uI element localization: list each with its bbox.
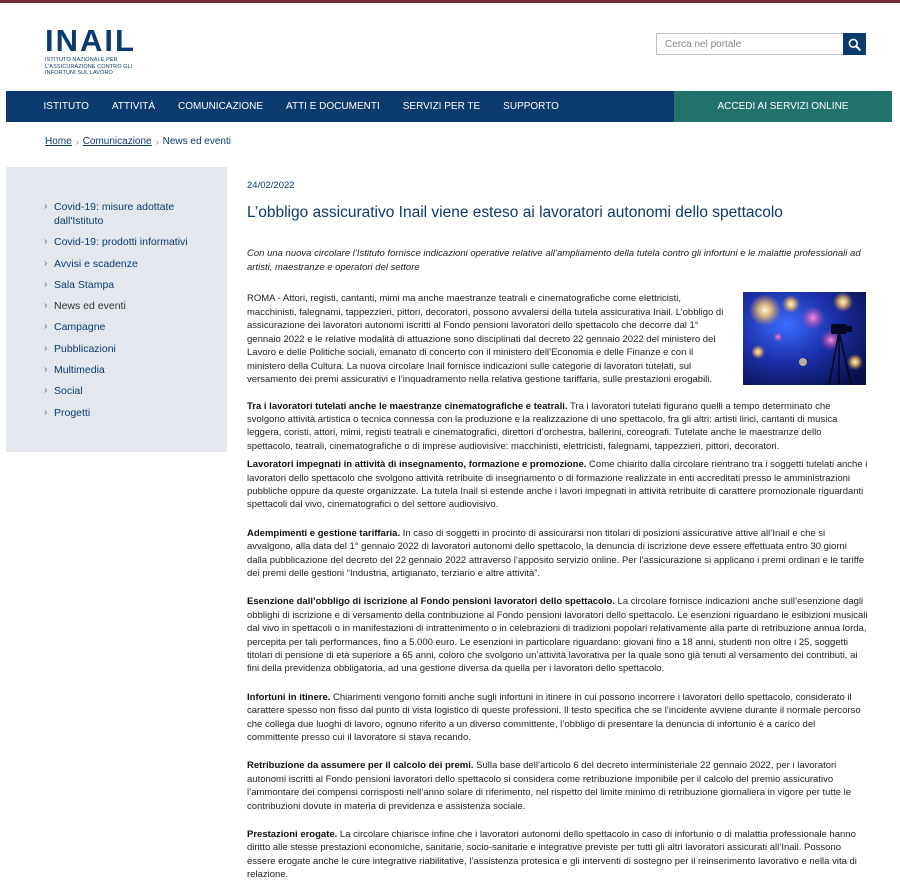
article-paragraph	[247, 400, 869, 454]
search-icon	[848, 38, 861, 51]
chevron-right-icon: ›	[75, 136, 79, 147]
paragraph-heading: Prestazioni erogate.	[247, 829, 338, 841]
sidebar-item-covid-misure[interactable]: › Covid-19: misure adottate dall'Istituto	[44, 201, 175, 227]
paragraph-text: Come chiarito dalla circolare rientrano tra i soggetti tutelati anche i lavoratori dello spettacolo che svolgono attività retribuite di insegnamento o di formazione realizzate in enti accreditati presso le amministrazioni pubbliche oppure da queste organizzate. La tutela Inail si estende anche i lavori impegnati in attività retribuite di carattere promozionale riguardanti spettacoli dal vivo, cinematografici o del settore audiovisivo.	[247, 459, 868, 511]
chevron-right-icon: ›	[44, 321, 48, 333]
chevron-right-icon: ›	[44, 385, 48, 397]
nav-item-comunicazione[interactable]: COMUNICAZIONE	[178, 101, 264, 112]
paragraph-text: In caso di soggetti in procinto di assicurarsi non titolari di posizioni assicurative attive all’Inail e che si avvalgono, alla data del 1° gennaio 2022 di lavoratori autonomi dello spettacolo, la denuncia di iscrizione deve essere effettuata entro 30 giorni dalla pubblicazione del decreto del 22 gennaio 2022 attraverso l’apposito servizio online. Per l’assicurazione si applicano i premi ordinari e le tariffe dei premi delle gestioni “Industria, artigianato, terziario e altre attività”.	[247, 527, 865, 579]
paragraph-text: La circolare fornisce indicazioni anche sull’esenzione dagli obblighi di iscrizione e di versamento della contribuzione al Fondo pensioni lavoratori dello spettacolo. Le esenzioni riguardano le esibizioni musicali dal vivo in spettacoli o in manifestazioni di intrattenimento o in celebrazioni di tradizioni popolari relativamente alla parte di retribuzione annua lorda, percepita per tali performances, fino a 5.000 euro. Le esenzioni in particolare riguardano: giovani fino a 18 anni, studenti non oltre i 25, soggetti titolari di pensione di età superiore a 65 anni, coloro che svolgono un’attività lavorativa per la quale sono già tenuti al versamento dei contributi, ai fini della previdenza obbligatoria, ad una gestione diversa da quella per i lavoratori dello spettacolo.	[247, 596, 868, 675]
nav-item-servizi-per-te[interactable]: SERVIZI PER TE	[402, 101, 481, 112]
paragraph-text: Chiarimenti vengono forniti anche sugli infortuni in itinere in cui possono incorrere i lavoratori dello spettacolo, considerato il carattere spesso non fisso dal punto di vista logistico di queste professioni. Il testo specifica che se l’incidente avviene durante il normale percorso che collega due luoghi di lavoro, ognuno riferito a un diverso committente, l’obbligo di presentare la denuncia di infortunio è a carico del committente presso cui il lavoratore si stava recando.	[247, 691, 861, 744]
sidebar-item-social[interactable]: › Social	[44, 385, 83, 398]
paragraph-text: Tra i lavoratori tutelati figurano quelli a tempo determinato che svolgono attività artistica o tecnica connessa con la produzione e la realizzazione di uno spettacolo, fra gli altri: artisti lirici, cantanti di musica leggera, coristi, attori, mimi, registi teatrali e cinematografici, direttori d’orchestra, ballerini, coreografi. Tutelate anche le maestranze dello spettacolo, teatrali, cinematografiche o di imprese audiovisive: macchinisti, elettricisti, falegnami, tappezzieri, pittori, decoratori.	[247, 400, 838, 452]
chevron-right-icon: ›	[155, 136, 159, 147]
sidebar	[6, 167, 227, 452]
sidebar-item-campagne[interactable]: › Campagne	[44, 321, 106, 334]
breadcrumb-current: News ed eventi	[162, 136, 231, 147]
article-date: 24/02/2022	[247, 180, 295, 191]
article-title: L’obbligo assicurativo Inail viene esteso ai lavoratori autonomi dello spettacolo	[247, 204, 783, 221]
sidebar-item-news-eventi[interactable]: › News ed eventi	[44, 300, 126, 313]
paragraph-heading: Lavoratori impegnati in attività di insegnamento, formazione e promozione.	[247, 459, 587, 471]
sidebar-item-multimedia[interactable]: › Multimedia	[44, 364, 105, 377]
chevron-right-icon: ›	[44, 406, 48, 418]
paragraph-heading: Esenzione dall’obbligo di iscrizione al Fondo pensioni lavoratori dello spettacolo.	[247, 596, 615, 608]
article-paragraph	[247, 458, 869, 512]
article-paragraph	[247, 691, 869, 745]
chevron-right-icon: ›	[44, 278, 48, 290]
chevron-right-icon: ›	[44, 257, 48, 269]
breadcrumb-home-link[interactable]: Home	[45, 136, 72, 147]
sidebar-item-avvisi[interactable]: › Avvisi e scadenze	[44, 257, 138, 270]
chevron-right-icon: ›	[44, 236, 48, 248]
intro-paragraph	[247, 292, 725, 387]
main-navigation	[6, 91, 892, 122]
paragraph-text: Sulla base dell’articolo 6 del decreto interministeriale 22 gennaio 2022, per i lavoratori autonomi iscritti al Fondo pensioni lavoratori dello spettacolo si considera come retribuzione imponibile per il calcolo del premio assicurativo l’ammontare dei compensi corrisposti nell’anno solare di riferimento, nel rispetto del limite minimo di retribuzione giornaliera in vigore per tutte le contribuzioni dovute in materia di previdenza e assistenza sociale.	[247, 760, 852, 812]
sidebar-menu	[6, 167, 227, 420]
nav-item-supporto[interactable]: SUPPORTO	[503, 101, 559, 112]
nav-item-istituto[interactable]: ISTITUTO	[43, 101, 89, 112]
article-paragraph	[247, 828, 869, 882]
logo-wordmark: INAIL	[45, 23, 136, 58]
search-box	[656, 33, 866, 55]
search-input[interactable]	[656, 33, 843, 55]
sidebar-item-progetti[interactable]: › Progetti	[44, 406, 91, 419]
search-button[interactable]	[843, 33, 866, 55]
top-accent-line	[0, 0, 900, 3]
article-lead: Con una nuova circolare l’Istituto fornisce indicazioni operative relative all’ampliamento della tutela contro gli infortuni e le malattie professionali ad artisti, maestranze e operatori del settore	[247, 248, 861, 273]
article-paragraph	[247, 759, 869, 813]
sidebar-item-covid-prodotti[interactable]: › Covid-19: prodotti informativi	[44, 236, 188, 249]
sidebar-item-pubblicazioni[interactable]: › Pubblicazioni	[44, 342, 116, 355]
intro-text: Attori, registi, cantanti, mimi ma anche maestranze teatrali e cinematografiche come elettricisti, macchinisti, falegnami, tappezzieri, pittori, decoratori, possono avvalersi della tutela assicurativa Inail. L’obbligo di assicurazione dei lavoratori autonomi iscritti al Fondo pensioni lavoratori dello spettacolo che decorre dal 1° gennaio 2022 e le relative modalità di attuazione sono disciplinati dal decreto 22 gennaio 2022 del ministero del Lavoro e delle Politiche sociali, emanato di concerto con il ministero dell’Economia e delle Finanze e con il ministero della Cultura. La nuova circolare Inail fornisce indicazioni sulle categorie di lavoratori tutelati, sul versamento dei premi assicurativi e l’inquadramento nella relativa gestione tariffaria, sulle prestazioni erogabili.	[247, 293, 724, 385]
nav-menu	[6, 91, 674, 122]
paragraph-heading: Retribuzione da assumere per il calcolo dei premi.	[247, 760, 474, 772]
nav-item-atti-e-documenti[interactable]: ATTI E DOCUMENTI	[286, 101, 380, 112]
paragraph-heading: Tra i lavoratori tutelati anche le maestranze cinematografiche e teatrali.	[247, 400, 568, 412]
paragraph-text: La circolare chiarisce infine che i lavoratori autonomi dello spettacolo in caso di infortunio o di malattia professionale hanno diritto alle stesse prestazioni economiche, sanitarie, socio-sanitarie e integrative previste per tutti gli altri lavoratori assicurati all’Inail. Possono essere erogate anche le cure integrative riabilitative, l’assistenza protesica e gli interventi di sostegno per il reinserimento lavorativo e nella vita di relazione.	[247, 829, 857, 881]
intro-place: ROMA -	[247, 293, 281, 304]
article-paragraph	[247, 527, 869, 581]
chevron-right-icon: ›	[44, 364, 48, 376]
online-services-button[interactable]: ACCEDI AI SERVIZI ONLINE	[674, 91, 892, 122]
paragraph-heading: Adempimenti e gestione tariffaria.	[247, 527, 401, 539]
article	[247, 180, 869, 882]
article-paragraph	[247, 595, 869, 675]
breadcrumb-section-link[interactable]: Comunicazione	[82, 136, 152, 147]
breadcrumb	[45, 136, 231, 147]
chevron-right-icon: ›	[44, 300, 48, 312]
chevron-right-icon: ›	[44, 201, 48, 212]
stage-lights-image	[743, 292, 866, 385]
nav-item-attivita[interactable]: ATTIVITÀ	[111, 101, 156, 112]
chevron-right-icon: ›	[44, 342, 48, 354]
paragraph-heading: Infortuni in itinere.	[247, 691, 331, 703]
sidebar-item-sala-stampa[interactable]: › Sala Stampa	[44, 278, 115, 291]
logo-subtitle: ISTITUTO NAZIONALE PER L'ASSICURAZIONE CONTRO GLI INFORTUNI SUL LAVORO	[45, 57, 133, 76]
article-image	[743, 292, 866, 385]
inail-logo[interactable]	[45, 23, 160, 77]
article-intro	[247, 292, 869, 387]
